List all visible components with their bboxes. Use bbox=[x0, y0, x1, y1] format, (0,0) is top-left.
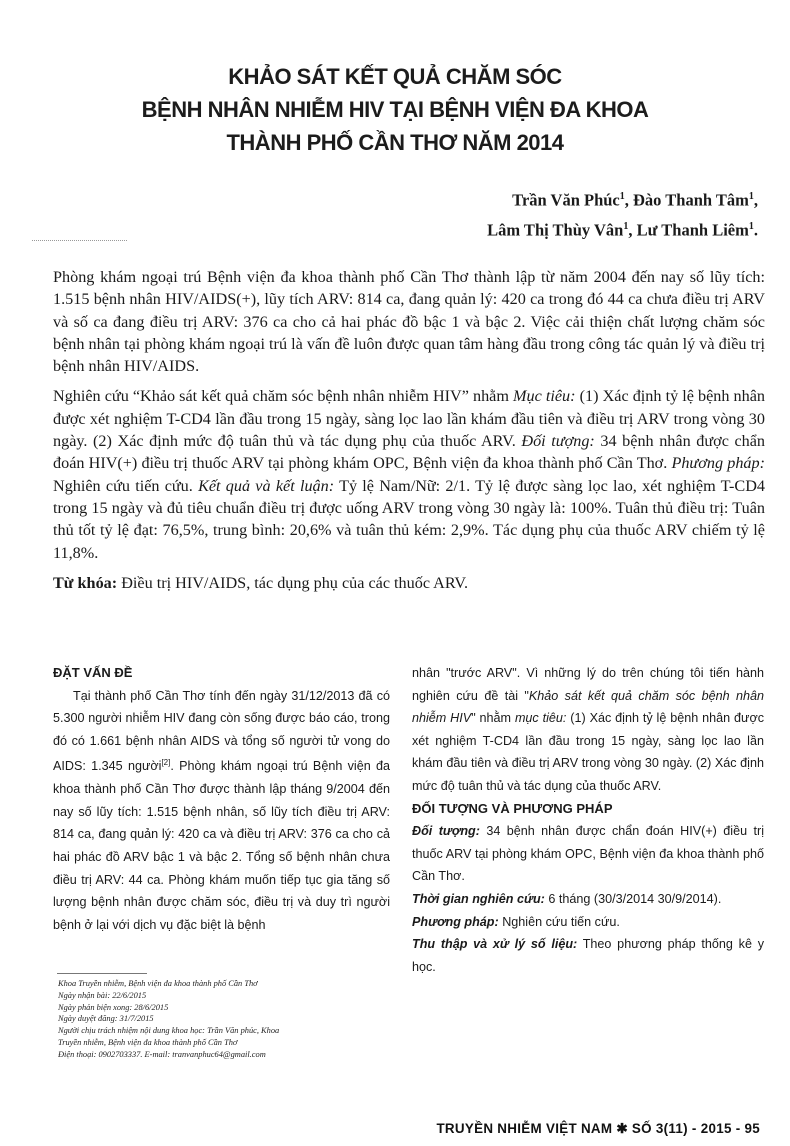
affiliation-mark: 1 bbox=[748, 191, 754, 202]
subjects-label: Đối tượng: bbox=[412, 824, 480, 839]
affiliation-mark: 1 bbox=[623, 220, 629, 232]
title-line-1: KHẢO SÁT KẾT QUẢ CHĂM SÓC bbox=[228, 64, 562, 89]
title-line-3: THÀNH PHỐ CẦN THƠ NĂM 2014 bbox=[226, 130, 564, 155]
footnote-line: Truyền nhiễm, Bệnh viện đa khoa thành phố Cần Thơ bbox=[58, 1037, 238, 1047]
subject-label: Đối tượng: bbox=[521, 432, 595, 451]
column-left bbox=[53, 662, 390, 936]
affiliation-mark: 1 bbox=[748, 220, 754, 232]
footnote-line: Ngày nhận bài: 22/6/2015 bbox=[58, 990, 147, 1000]
method-label-2: Phương pháp: bbox=[412, 914, 499, 929]
keywords: Từ khóa: Điều trị HIV/AIDS, tác dụng phụ của các thuốc ARV. bbox=[53, 573, 469, 592]
section-heading-methods: ĐỐI TƯỢNG VÀ PHƯƠNG PHÁP bbox=[412, 800, 613, 816]
footnote-line: Khoa Truyền nhiễm, Bệnh viện đa khoa thành phố Cần Thơ bbox=[58, 979, 258, 988]
author-4: Lư Thanh Liêm bbox=[636, 220, 749, 239]
footnote-line: Ngày phản biện xong: 28/6/2015 bbox=[58, 1002, 169, 1012]
page-footer: TRUYỀN NHIỄM VIỆT NAM ✱ SỐ 3(11) - 2015 - 95 bbox=[436, 1121, 760, 1136]
footnote-line: Người chịu trách nhiệm nội dung khoa học: Trần Văn phúc, Khoa bbox=[58, 1026, 280, 1036]
subjects-paragraph: Đối tượng: 34 bệnh nhân được chẩn đoán HIV(+) điều trị thuốc ARV tại phòng khám OPC, Bệnh viện đa khoa thành phố Cần Thơ. bbox=[412, 824, 764, 884]
article-title bbox=[0, 60, 790, 159]
divider bbox=[32, 240, 127, 242]
author-2: Đào Thanh Tâm bbox=[633, 190, 749, 210]
collect-paragraph: Thu thập và xử lý số liệu: Theo phương pháp thống kê y học. bbox=[412, 937, 764, 974]
time-label: Thời gian nghiên cứu: bbox=[412, 891, 545, 906]
abstract-paragraph-1: Phòng khám ngoại trú Bệnh viện đa khoa thành phố Cần Thơ thành lập từ năm 2004 đến nay số lũy tích: 1.515 bệnh nhân HIV/AIDS(+), lũy tích ARV: 814 ca, đang quản lý: 420 ca trong đó 44 ca chưa điều trị ARV và số ca đang điều trị ARV: 376 ca cho cả hai phác đồ bậc 1 và bậc 2. Việc cải thiện chất lượng chăm sóc bệnh nhân tại phòng khám ngoại trú là vấn đề luôn được quan tâm hàng đầu trong công tác quản lý và điều trị bệnh nhân HIV/AIDS. bbox=[53, 268, 765, 376]
study-title: Khảo sát kết quả chăm sóc bệnh nhân nhiễm HIV bbox=[412, 688, 764, 726]
method-label: Phương pháp: bbox=[671, 454, 765, 473]
footnote bbox=[58, 978, 388, 1061]
footnote-divider bbox=[57, 973, 147, 974]
abstract-paragraph-2: Nghiên cứu “Khảo sát kết quả chăm sóc bệnh nhân nhiễm HIV” nhằm Mục tiêu: (1) Xác định tỷ lệ bệnh nhân được xét nghiệm T-CD4 lần đầu trong 15 ngày, sàng lọc lao lần khám đầu tiên và điều trị ARV trong vòng 30 ngày. (2) Xác định mức độ tuân thủ và tác dụng phụ của thuốc ARV. Đối tượng: 34 bệnh nhân được chẩn đoán HIV(+) điều trị thuốc ARV tại phòng khám OPC, Bệnh viện đa khoa thành phố Cần Thơ. Phương pháp: Nghiên cứu tiến cứu. Kết quả và kết luận: Tỷ lệ Nam/Nữ: 2/1. Tỷ lệ được sàng lọc lao, xét nghiệm T-CD4 trong 15 ngày và đủ tiêu chuẩn điều trị được uống ARV trong vòng 30 ngày là: 100%. Tuân thủ điều trị: Tuân thủ tốt tỷ lệ đạt: 76,5%, trung bình: 20,6% và tuân thủ kém: 2,9%. Tác dụng phụ của thuốc ARV chiếm tỷ lệ 11,8%. bbox=[53, 387, 766, 562]
collect-label: Thu thập và xử lý số liệu: bbox=[412, 937, 578, 952]
author-3: Lâm Thị Thùy Vân bbox=[487, 220, 624, 239]
column-right bbox=[412, 662, 764, 978]
keywords-label: Từ khóa: bbox=[53, 573, 118, 592]
goal-label-2: mục tiêu: bbox=[514, 711, 567, 726]
section-heading-intro: ĐẶT VẤN ĐỀ bbox=[53, 665, 133, 680]
title-line-2: BỆNH NHÂN NHIỄM HIV TẠI BỆNH VIỆN ĐA KHOA bbox=[141, 97, 649, 122]
author-list: Trần Văn Phúc$^1$, Đào Thanh Tâm$^1$, Lâm Thị Thùy Vân$^1$, Lư Thanh Liêm$^1$. bbox=[487, 190, 758, 239]
footnote-line: Điện thoại: 0902703337. E-mail: tranvanphuc64@gmail.com bbox=[58, 1049, 266, 1059]
result-label: Kết quả và kết luận: bbox=[198, 476, 335, 495]
affiliation-mark: 1 bbox=[619, 191, 625, 202]
abstract bbox=[53, 266, 765, 602]
citation-ref: [2] bbox=[161, 758, 171, 768]
intro-paragraph: Tại thành phố Cần Thơ tính đến ngày 31/12/2013 đã có 5.300 người nhiễm HIV đang còn sống được báo cáo, trong đó có 1.661 bệnh nhân AIDS và tổng số người tử vong do AIDS: 1.345 người[2]. Phòng khám ngoại trú Bệnh viện đa khoa thành phố Cần Thơ được thành lập tháng 9/2004 đến nay số lũy tích: 1.515 bệnh nhân, số lũy tích điều trị ARV: 814 ca, đang quản lý: 420 ca và điều trị ARV: 376 ca cho cả hai phác đồ ARV bậc 1 và bậc 2. Tổng số bệnh nhân chưa điều trị ARV: 44 ca. Phòng khám muốn tiếp tục gia tăng số lượng bệnh nhân được chăm sóc, điều trị và duy trì người bệnh ở lại với dịch vụ đặc biệt là bệnh bbox=[53, 688, 390, 932]
footnote-line: Ngày duyệt đăng: 31/7/2015 bbox=[58, 1014, 154, 1024]
author-1: Trần Văn Phúc bbox=[512, 190, 620, 210]
time-paragraph: Thời gian nghiên cứu: 6 tháng (30/3/2014 30/9/2014). bbox=[412, 891, 722, 906]
method-paragraph: Phương pháp: Nghiên cứu tiến cứu. bbox=[412, 914, 620, 929]
intro-continued: nhân "trước ARV". Vì những lý do trên chúng tôi tiến hành nghiên cứu đề tài "Khảo sát kết quả chăm sóc bệnh nhân nhiễm HIV" nhằm mục tiêu: (1) Xác định tỷ lệ bệnh nhân được xét nghiệm T-CD4 lần đầu trong 15 ngày, sàng lọc lao lần khám đầu tiên và điều trị ARV trong vòng 30 ngày. (2) Xác định mức độ tuân thủ và tác dụng của thuốc ARV. bbox=[412, 666, 764, 793]
goal-label: Mục tiêu: bbox=[513, 387, 576, 406]
